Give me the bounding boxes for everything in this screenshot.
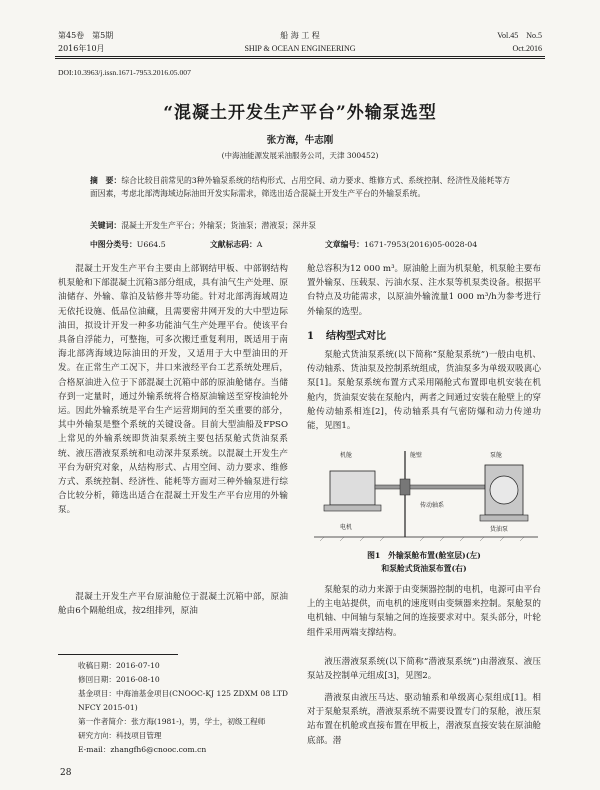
- right-paragraph-s4: 潜液泵由液压马达、驱动轴系和单级离心泵组成[1]。相对于泵舱泵系统，潜液泵系统不需要设置专门的泵舱，液压泵站布置在机舱或直接布置在甲板上，潜液泵直接安装在原油舱底部。潜: [307, 693, 541, 746]
- footnote-revised: 修回日期：2016-08-10: [78, 675, 160, 684]
- clc-value: U664.5: [136, 240, 166, 249]
- header-date-en: Oct.2016: [512, 44, 542, 53]
- footnote-email: E-mail：zhangfh6@cnooc.com.cn: [78, 745, 207, 754]
- header-date-cn: 2016年10月: [58, 44, 105, 53]
- clc-label: 中图分类号：: [90, 240, 137, 249]
- clc-number: [90, 239, 166, 251]
- document-code-value: A: [256, 240, 263, 249]
- page-number: 28: [60, 768, 72, 778]
- header-journal-en: SHIP & OCEAN ENGINEERING: [244, 44, 356, 53]
- header-vol-issue-cn: 第45卷 第5期: [58, 31, 114, 40]
- header-journal-cn: 船 海 工 程: [280, 31, 320, 40]
- section-title: 结构型式对比: [325, 331, 386, 342]
- doi: DOI:10.3963/j.issn.1671-7953.2016.05.007: [58, 68, 191, 77]
- authors: 张方海，牛志刚: [266, 135, 334, 146]
- motor-shape: [330, 471, 375, 505]
- right-paragraph-s3: 液压潜液泵系统(以下简称“潜液泵系统”)由潜液泵、液压泵站及控制单元组成[3]，见图2。: [307, 657, 541, 682]
- section-number: 1: [307, 331, 314, 342]
- article-number: [325, 239, 477, 251]
- article-number-label: 文章编号：: [325, 240, 364, 249]
- footnote-author: 第一作者简介：张方海(1981-)，男，学士，初级工程师: [78, 717, 266, 726]
- label-cargo-pump: 货油泵: [490, 526, 509, 533]
- pump-impeller: [490, 476, 518, 504]
- keywords: [90, 220, 510, 232]
- footnote-rule: [58, 654, 178, 655]
- affiliation: (中海油能源发展采油服务公司，天津 300452): [221, 151, 379, 160]
- footnote-received: 收稿日期：2016-07-10: [78, 661, 160, 670]
- keywords-text: 混凝土开发生产平台；外输泵；货油泵；潜液泵；深井泵: [121, 221, 317, 230]
- section-heading: [307, 327, 386, 342]
- article-number-value: 1671-7953(2016)05-0028-04: [363, 240, 478, 249]
- left-paragraph-2: 混凝土开发生产平台原油舱位于混凝土沉箱中部，原油舱由6个隔舱组成，按2组排列，原油: [58, 592, 288, 617]
- abstract: [90, 174, 510, 200]
- figure-caption-line-2: 和泵舱式货油泵布置(右): [381, 564, 467, 573]
- label-drive-shaft: 传动轴系: [420, 502, 445, 509]
- paper-title: “混凝土开发生产平台”外输泵选型: [163, 103, 437, 123]
- pump-base: [480, 515, 528, 521]
- header-rule: [55, 56, 545, 57]
- label-motor: 电机: [340, 524, 353, 531]
- footnote: [78, 659, 290, 757]
- abstract-label: 摘 要：: [90, 176, 122, 185]
- motor-base: [324, 505, 381, 511]
- document-code: [210, 239, 262, 251]
- label-bulkhead: 舱壁: [410, 452, 423, 459]
- keywords-label: 关键词：: [90, 221, 122, 230]
- figure-1: [310, 445, 542, 543]
- right-paragraph-s2: 泵舱泵的动力来源于由变频器控制的电机，电源可由平台上的主电站提供，而电机的速度则由变频器来控制。泵舱泵的电机轴、中间轴与泵轴之间的连接要求对中。泵头部分，叶轮组件采用两端支撑结构。: [307, 585, 541, 638]
- bulkhead-seal: [400, 479, 410, 495]
- header-rule-2: [55, 58, 545, 59]
- drive-shaft: [375, 485, 485, 489]
- footnote-fund: 基金项目：中海油基金项目(CNOOC-KJ 125 ZDXM 08 LTD NFCY 2015-01): [78, 689, 289, 712]
- footnote-research: 研究方向：科技项目管理: [78, 731, 162, 740]
- right-paragraph-top: 舱总容积为12 000 m³。原油舱上面为机泵舱，机泵舱主要布置外输泵、压载泵、污油水泵、注水泵等机泵类设备。根据平台特点及功能需求，以原油外输流量1 000 m³/h为参考进行外输泵的选型。: [307, 264, 541, 317]
- header-vol-issue-en: Vol.45 No.5: [497, 31, 542, 40]
- label-engine-room: 机舱: [340, 452, 353, 459]
- left-paragraph-1: 混凝土开发生产平台主要由上部钢结甲板、中部钢结构机泵舱和下部混凝土沉箱3部分组成，具有油气生产处理、原油储存、外输、靠泊及钻修井等功能。针对北部湾海域周边无依托设施、低品位油藏，且需要密井网开发的大中型边际油田，拟设计开发一种多功能油气生产处理平台。使该平台具备自浮能力，可整拖，可多次搬迁重复利用，既适用于南海北部湾海域边际油田的开发，又适用于大中型油田的开发。在正常生产工况下，井口来液经平台工艺系统处理后，合格原油进入位于下部混凝土沉箱中部的原油舱储存。当储存到一定量时，通过外输系统将合格原油输送至穿梭油轮外运。因此外输系统是平台生产运营期间的至关重要的部分，其中外输泵是整个系统的关键设备。目前大型油船及FPSO上常见的外输系统即货油泵系统主要包括泵舱式货油泵系统、液压潜液泵系统和电动深井泵系统。以混凝土开发生产平台为研究对象，从结构形式、占用空间、动力要求、维修方式、系统控制、经济性、能耗等方面对三种外输泵进行综合比较分析，筛选出适合在混凝土开发生产平台应用的外输泵。: [58, 264, 288, 516]
- figure-caption-line-1: 图1 外输泵舱布置(舱室层)(左): [367, 551, 481, 560]
- abstract-text: 综合比较目前常见的3种外输泵系统的结构形式、占用空间、动力要求、维修方式、系统控制、经济性及能耗等方面因素，考虑北部湾海域边际油田开发实际需求，筛选出适合混凝土开发生产平台的外输泵系统。: [90, 176, 510, 198]
- right-paragraph-s1: 泵舱式货油泵系统(以下简称“泵舱泵系统”)一般由电机、传动轴系、货油泵及控制系统组成，货油泵多为单级双吸离心泵[1]。泵舱泵系统布置方式采用隔舱式布置即电机安装在机舱内，货油泵安装在泵舱内，两者之间通过安装在舱壁上的穿舱传动轴系相连[2]，传动轴系具有气密防爆和动力传递功能，见图1。: [307, 350, 541, 432]
- label-pump-room: 泵舱: [490, 452, 503, 459]
- document-code-label: 文献标志码：: [210, 240, 257, 249]
